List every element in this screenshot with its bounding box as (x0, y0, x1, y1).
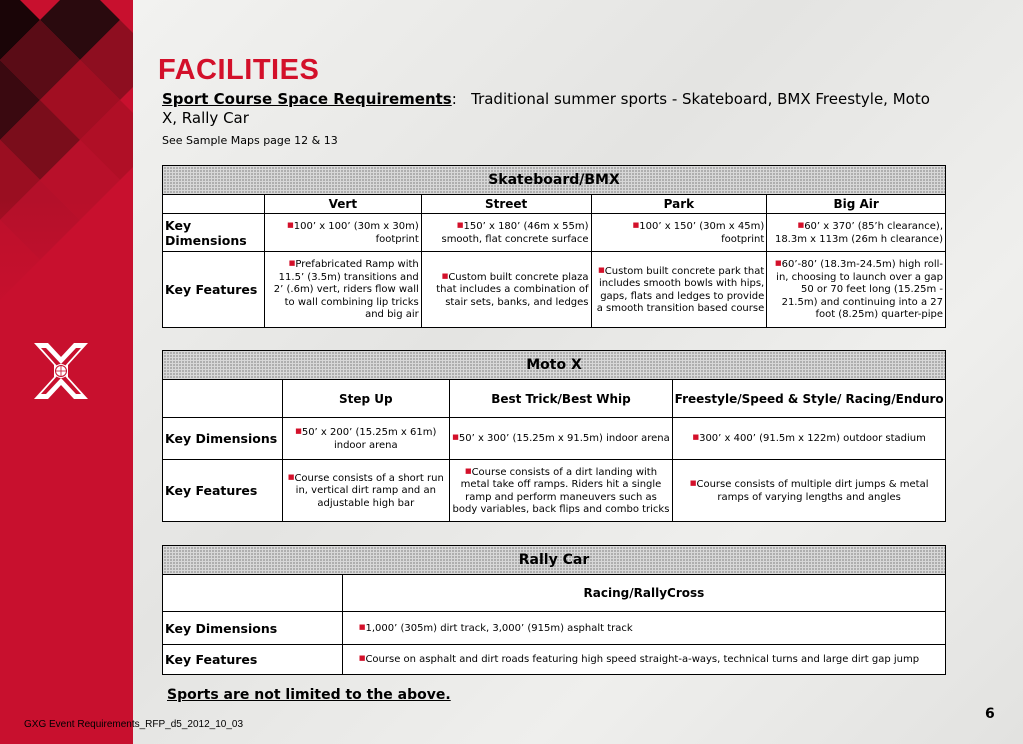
section-header: Moto X (163, 351, 946, 380)
table-cell: ■60’ x 370’ (85’h clearance), 18.3m x 113m (26m h clearance) (767, 214, 946, 252)
sidebar-decoration (0, 0, 133, 744)
row-label: Key Features (163, 460, 283, 522)
table-row (163, 214, 946, 252)
table-cell: ■Custom built concrete plaza that includes a combination of stair sets, banks, and ledges (421, 252, 591, 328)
table-row (163, 418, 946, 460)
table-row (163, 460, 946, 522)
column-header-row (163, 195, 946, 214)
column-header-row (163, 575, 946, 612)
section-header: Skateboard/BMX (163, 166, 946, 195)
document-id: GXG Event Requirements_RFP_d5_2012_10_03 (24, 719, 244, 730)
subtitle-label: Sport Course Space Requirements (162, 90, 452, 108)
table-cell: ■Prefabricated Ramp with 11.5’ (3.5m) transitions and 2’ (.6m) vert, riders flow wall to wall combining lip tricks and big air (264, 252, 421, 328)
table-cell: ■60’-80’ (18.3m-24.5m) high roll-in, choosing to launch over a gap 50 or 70 feet long (15.25m - 21.5m) and continuing into a 27 foot (8.25m) quarter-pipe (767, 252, 946, 328)
column-header: Big Air (767, 195, 946, 214)
table-cell: ■Course consists of a dirt landing with metal take off ramps. Riders hit a single ramp and perform maneuvers such as body variables, back flips and combo tricks (449, 460, 673, 522)
subtitle-text: Traditional summer sports - Skateboard, BMX Freestyle, Moto X, Rally Car (162, 90, 930, 127)
table-row (163, 252, 946, 328)
table-row (163, 645, 946, 675)
table-cell: ■Custom built concrete park that includes smooth bowls with hips, gaps, flats and ledges to provide a smooth transition based course (591, 252, 767, 328)
table-cell: ■100’ x 150’ (30m x 45m) footprint (591, 214, 767, 252)
column-header: Racing/RallyCross (342, 575, 945, 612)
page-number: 6 (985, 706, 995, 722)
table-cell: ■50’ x 300’ (15.25m x 91.5m) indoor arena (449, 418, 673, 460)
skateboard-bmx-table (162, 165, 946, 328)
column-header: Freestyle/Speed & Style/ Racing/Enduro (673, 380, 946, 418)
sample-maps-note: See Sample Maps page 12 & 13 (162, 134, 338, 147)
column-header: Step Up (282, 380, 449, 418)
row-label: Key Dimensions (163, 214, 265, 252)
table-row (163, 612, 946, 645)
table-cell: ■50’ x 200’ (15.25m x 61m) indoor arena (282, 418, 449, 460)
table-cell: ■1,000’ (305m) dirt track, 3,000’ (915m) asphalt track (342, 612, 945, 645)
table-cell: ■Course consists of multiple dirt jumps & metal ramps of varying lengths and angles (673, 460, 946, 522)
section-header: Rally Car (163, 546, 946, 575)
subtitle-colon: : (451, 90, 457, 108)
sports-not-limited-note: Sports are not limited to the above. (167, 687, 451, 703)
table-cell: ■Course on asphalt and dirt roads featuring high speed straight-a-ways, technical turns and large dirt gap jump (342, 645, 945, 675)
page-title: FACILITIES (158, 54, 320, 86)
row-label: Key Features (163, 645, 343, 675)
table-header-row (163, 351, 946, 380)
column-header: Vert (264, 195, 421, 214)
row-label: Key Features (163, 252, 265, 328)
table-cell: ■100’ x 100’ (30m x 30m) footprint (264, 214, 421, 252)
table-cell: ■300’ x 400’ (91.5m x 122m) outdoor stadium (673, 418, 946, 460)
moto-x-table (162, 350, 946, 522)
table-header-row (163, 546, 946, 575)
column-header: Best Trick/Best Whip (449, 380, 673, 418)
table-cell: ■Course consists of a short run in, vertical dirt ramp and an adjustable high bar (282, 460, 449, 522)
row-label: Key Dimensions (163, 418, 283, 460)
column-header-row (163, 380, 946, 418)
column-header: Park (591, 195, 767, 214)
table-cell: ■150’ x 180’ (46m x 55m) smooth, flat concrete surface (421, 214, 591, 252)
subtitle (162, 90, 932, 128)
empty-corner (163, 380, 283, 418)
row-label: Key Dimensions (163, 612, 343, 645)
rally-car-table (162, 545, 946, 675)
empty-corner (163, 195, 265, 214)
empty-corner (163, 575, 343, 612)
column-header: Street (421, 195, 591, 214)
table-header-row (163, 166, 946, 195)
